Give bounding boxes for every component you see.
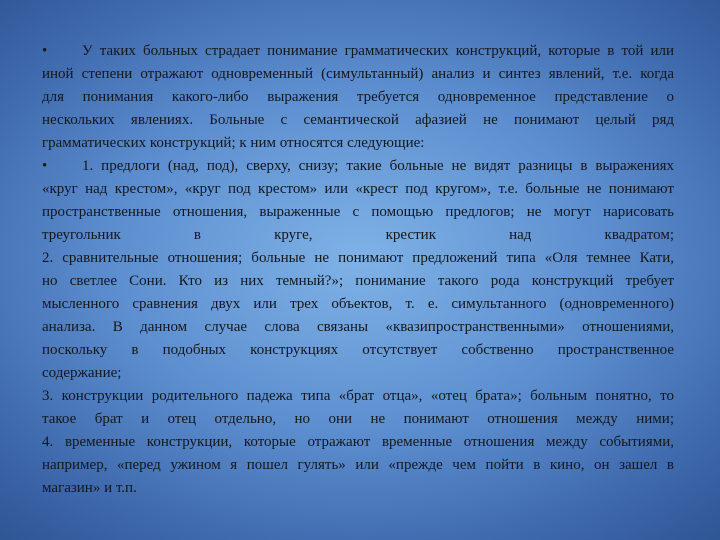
item-1-line-4: треугольник в круге, крестик над квадратом; <box>42 227 674 243</box>
slide-text-body <box>42 40 674 510</box>
item-2-line-4: анализа. В данном случае слова связаны «квазипространственными» отношениями, <box>42 319 674 335</box>
item-1-line-3: пространственные отношения, выраженные с помощью предлогов; не могут нарисовать <box>42 204 674 220</box>
item-3-line-2: такое брат и отец отдельно, но они не понимают отношения между ними; <box>42 411 674 427</box>
item-2-line-3: мысленного сравнения двух или трех объектов, т. е. симультанного (одновременного) <box>42 296 674 312</box>
paragraph-1-line-3: для понимания какого-либо выражения требуется одновременное представление о <box>42 89 674 105</box>
paragraph-1-line-4: нескольких явлениях. Больные с семантической афазией не понимают целый ряд <box>42 112 674 128</box>
item-4-line-2: например, «перед ужином я пошел гулять» или «прежде чем пойти в кино, он зашел в <box>42 457 674 473</box>
bullet-2: • <box>42 158 48 174</box>
paragraph-1-line-1: • У таких больных страдает понимание грамматических конструкций, которые в той или <box>42 40 674 63</box>
item-2-line-6: содержание; <box>42 365 122 381</box>
paragraph-1-line-2: иной степени отражают одновременный (симультанный) анализ и синтез явлений, т.е. когда <box>42 66 674 82</box>
item-2-line-1: 2. сравнительные отношения; больные не понимают предложений типа «Оля темнее Кати, <box>42 250 674 266</box>
item-1-line-1: • 1. предлоги (над, под), сверху, снизу; такие больные не видят разницы в выражениях <box>42 155 674 178</box>
item-3-line-1: 3. конструкции родительного падежа типа «брат отца», «отец брата»; больным понятно, то <box>42 388 674 404</box>
bullet-1: • <box>42 43 48 59</box>
item-4-line-3: магазин» и т.п. <box>42 480 137 496</box>
item-2-line-5: поскольку в подобных конструкциях отсутствует собственно пространственное <box>42 342 674 358</box>
paragraph-1-line-5: грамматических конструкций; к ним относятся следующие: <box>42 135 425 151</box>
item-4-line-1: 4. временные конструкции, которые отражают временные отношения между событиями, <box>42 434 674 450</box>
item-2-line-2: но светлее Сони. Кто из них темный?»; понимание такого рода конструкций требует <box>42 273 674 289</box>
item-1-line-2: «круг над крестом», «круг под крестом» или «крест под кругом», т.е. больные не понимают <box>42 181 674 197</box>
